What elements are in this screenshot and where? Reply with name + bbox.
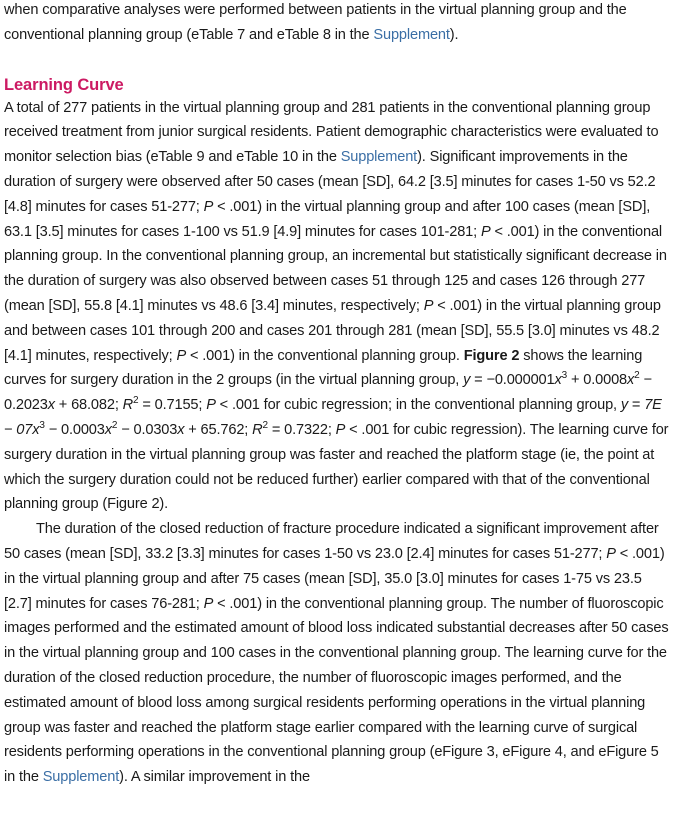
text-run: + 68.082;	[54, 397, 123, 414]
learning-curve-paragraph-2	[4, 517, 672, 790]
text-run: < .001) in the virtual planning group and after 100 cases (mean [SD], 63.1 [3.5] minutes for cases 1-100 vs 51.9 [4.9] minutes for cases 101-281;	[4, 198, 651, 240]
math-var: y	[620, 397, 629, 414]
supplement-link[interactable]: Supplement	[42, 769, 120, 786]
text-run: ). Significant improvements in the duration of surgery were observed after 50 cases (mean [SD], 64.2 [3.5] minutes for cases 1-50 vs 52.2 [4.8] minutes for cases 51-277;	[4, 149, 656, 215]
p-value-symbol: P	[423, 297, 434, 314]
text-run: =	[628, 397, 645, 414]
text-run: ). A similar improvement in the	[119, 769, 310, 786]
section-heading: Learning Curve	[4, 75, 124, 94]
exponent: 2	[111, 420, 118, 432]
text-run: = −0.000001	[470, 372, 555, 389]
exponent: 2	[634, 370, 640, 382]
text-run: = 0.7155;	[138, 397, 207, 414]
supplement-link[interactable]: Supplement	[373, 26, 450, 43]
exponent: 2	[262, 420, 268, 432]
math-var: R	[252, 421, 263, 438]
math-var: 07x	[16, 421, 40, 438]
article-body	[4, 0, 672, 790]
math-var: R	[122, 397, 134, 414]
exponent: 3	[39, 420, 45, 432]
math-var: y	[463, 372, 471, 389]
text-run: < .001) in the conventional planning group. The number of fluoroscopic images performed and the estimated amount of blood loss indicated substantial decreases after 50 cases in the virtual planning group and 100 cases in the conventional planning group. The learning curve for the duration of the closed reduction procedure, the number of fluoroscopic images performed, and the estimated amount of blood loss among surgical residents performing operations in the virtual planning group was faster and reached the platform stage earlier compared with the learning curve of surgical residents performing operations in the conventional planning group (eFigure 3, eFigure 4, and eFigure 5 in the	[4, 595, 669, 786]
math-var: 7E	[644, 397, 662, 414]
p-value-symbol: P	[176, 347, 187, 364]
text-run: − 0.0003	[44, 421, 105, 438]
text-run: < .001 for cubic regression). The learning curve for surgery duration in the virtual planning group was faster and reached the platform stage (ie, the point at which the surgery duration could not be reduced further) earlier compared with that of the conventional planning group (Figure 2).	[4, 421, 669, 513]
math-var: x	[177, 421, 185, 438]
math-var: x	[627, 372, 635, 389]
text-run: shows the learning curves for surgery duration in the 2 groups (in the virtual planning group,	[4, 347, 643, 389]
text-run: A total of 277 patients in the virtual planning group and 281 patients in the conventional planning group received treatment from junior surgical residents. Patient demographic characteristics were evaluated to monitor selection bias (eTable 9 and eTable 10 in the	[4, 99, 659, 166]
text-run: + 0.0008	[567, 372, 627, 389]
p-value-symbol: P	[206, 397, 216, 414]
text-run: < .001) in the conventional planning group. In the conventional planning group, an incremental but statistically significant decrease in the duration of surgery was also observed between cases 51 through 125 and cases 126 through 277 (mean [SD], 55.8 [4.1] minutes vs 48.6 [3.4] minutes, respectively;	[4, 223, 667, 314]
text-run: − 0.0303	[117, 421, 178, 438]
supplement-link[interactable]: Supplement	[340, 149, 418, 166]
intro-paragraph	[4, 0, 672, 48]
p-value-symbol: P	[335, 421, 346, 438]
intro-text: when comparative analyses were performed between patients in the virtual planning group and the conventional planning group (eTable 7 and eTable 8 in the	[4, 2, 627, 43]
p-value-symbol: P	[203, 198, 214, 215]
exponent: 3	[561, 370, 568, 382]
text-run: + 65.762;	[184, 421, 253, 438]
text-run: −	[4, 421, 17, 438]
math-var: x	[47, 397, 55, 414]
text-run: < .001 for cubic regression; in the conventional planning group,	[215, 397, 621, 414]
learning-curve-paragraph-1	[4, 96, 672, 518]
exponent: 2	[133, 395, 139, 407]
text-run: − 0.2023	[4, 372, 652, 414]
text-run: < .001) in the virtual planning group and after 75 cases (mean [SD], 35.0 [3.0] minutes for cases 1-75 vs 23.5 [2.7] minutes for cases 76-281;	[4, 545, 665, 612]
text-run: < .001) in the virtual planning group and between cases 101 through 200 and cases 201 through 281 (mean [SD], 55.5 [3.0] minutes vs 48.2 [4.1] minutes, respectively;	[4, 297, 661, 364]
text-run: < .001) in the conventional planning group.	[186, 347, 464, 364]
p-value-symbol: P	[203, 595, 214, 612]
p-value-symbol: P	[606, 545, 616, 562]
text-run: The duration of the closed reduction of fracture procedure indicated a significant improvement after 50 cases (mean [SD], 33.2 [3.3] minutes for cases 1-50 vs 23.0 [2.4] minutes for cases 51-277;	[4, 521, 659, 562]
figure-2-reference: Figure 2	[463, 347, 520, 364]
math-var: x	[554, 372, 562, 389]
text-run: = 0.7322;	[267, 421, 336, 438]
p-value-symbol: P	[480, 223, 491, 240]
math-var: x	[104, 421, 112, 438]
intro-text: ).	[449, 26, 459, 43]
